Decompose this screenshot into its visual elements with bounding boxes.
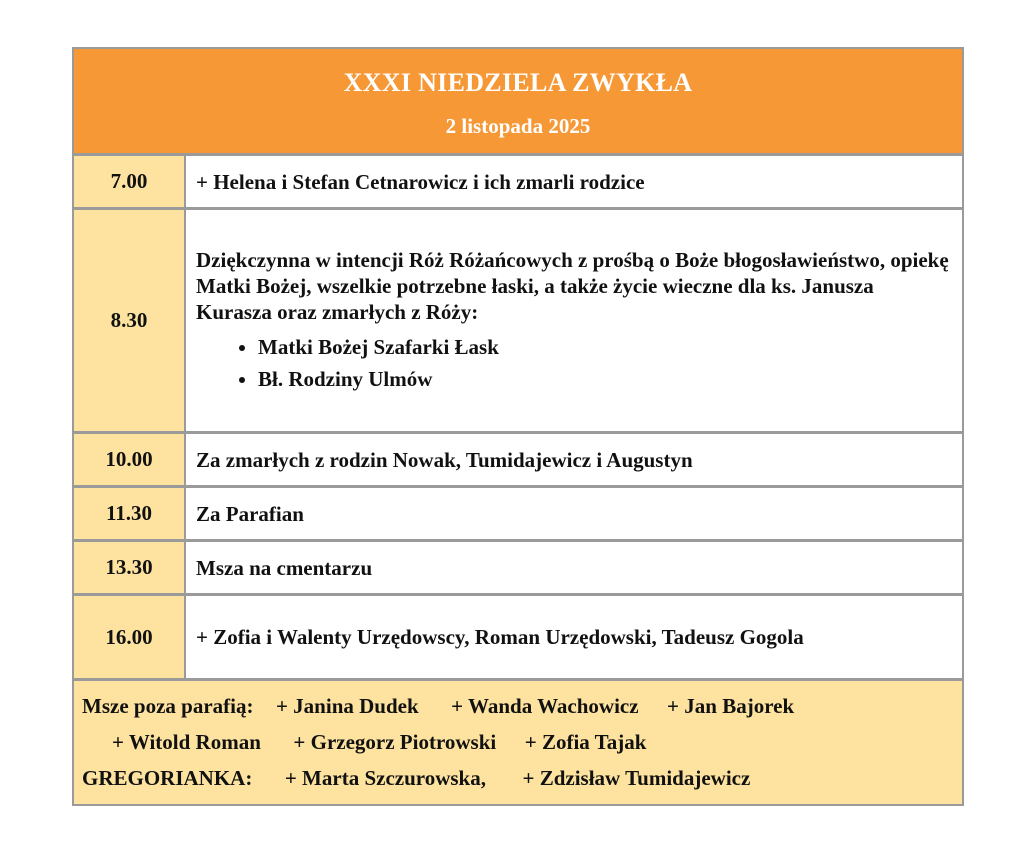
mass-intention: Za zmarłych z rodzin Nowak, Tumidajewicz i Augustyn bbox=[196, 447, 693, 472]
outside-name: + Wanda Wachowicz bbox=[451, 694, 639, 718]
mass-time: 10.00 bbox=[74, 434, 186, 485]
sunday-title: XXXI NIEDZIELA ZWYKŁA bbox=[343, 68, 693, 97]
mass-row bbox=[74, 207, 962, 431]
outside-name: + Zofia Tajak bbox=[524, 730, 647, 754]
mass-time: 16.00 bbox=[74, 596, 186, 678]
mass-row bbox=[74, 539, 962, 593]
mass-intention: + Helena i Stefan Cetnarowicz i ich zmarli rodzice bbox=[196, 169, 645, 194]
list-item: • Matki Bożej Szafarki Łask bbox=[258, 331, 954, 363]
mass-intention bbox=[186, 210, 962, 431]
mass-time: 13.30 bbox=[74, 542, 186, 593]
schedule-header bbox=[74, 49, 962, 153]
mass-intention: Msza na cmentarzu bbox=[196, 555, 373, 580]
outside-name: + Witold Roman bbox=[112, 730, 261, 754]
gregorian-label: GREGORIANKA: bbox=[82, 766, 253, 790]
mass-intention: Za Parafian bbox=[196, 501, 304, 526]
other-masses-footer bbox=[74, 678, 962, 804]
rosary-roses-list bbox=[196, 331, 954, 395]
mass-row bbox=[74, 593, 962, 678]
mass-time: 11.30 bbox=[74, 488, 186, 539]
outside-name: + Janina Dudek bbox=[275, 694, 419, 718]
gregorian-name: + Marta Szczurowska, bbox=[284, 766, 486, 790]
mass-time: 8.30 bbox=[74, 210, 186, 431]
mass-intention: + Zofia i Walenty Urzędowscy, Roman Urzędowski, Tadeusz Gogola bbox=[196, 625, 804, 649]
mass-row bbox=[74, 153, 962, 207]
outside-parish-label: Msze poza parafią: bbox=[82, 694, 254, 718]
intention-text: Dziękczynna w intencji Róż Różańcowych z prośbą o Boże błogosławieństwo, opiekę Matki Bożej, wszelkie potrzebne łaski, a także życie wieczne dla ks. Janusza Kurasza oraz zmarłych z Róży: bbox=[196, 247, 949, 324]
gregorian-name: + Zdzisław Tumidajewicz bbox=[522, 766, 751, 790]
outside-parish-line-2 bbox=[82, 724, 954, 760]
mass-schedule bbox=[72, 47, 964, 806]
mass-row bbox=[74, 431, 962, 485]
outside-name: + Jan Bajorek bbox=[667, 694, 795, 718]
mass-row bbox=[74, 485, 962, 539]
list-item: • Bł. Rodziny Ulmów bbox=[258, 363, 954, 395]
sunday-date: 2 listopada 2025 bbox=[445, 114, 591, 138]
mass-time: 7.00 bbox=[74, 156, 186, 207]
outside-name: + Grzegorz Piotrowski bbox=[293, 730, 497, 754]
gregorian-line bbox=[82, 760, 954, 796]
outside-parish-line-1 bbox=[82, 688, 954, 724]
